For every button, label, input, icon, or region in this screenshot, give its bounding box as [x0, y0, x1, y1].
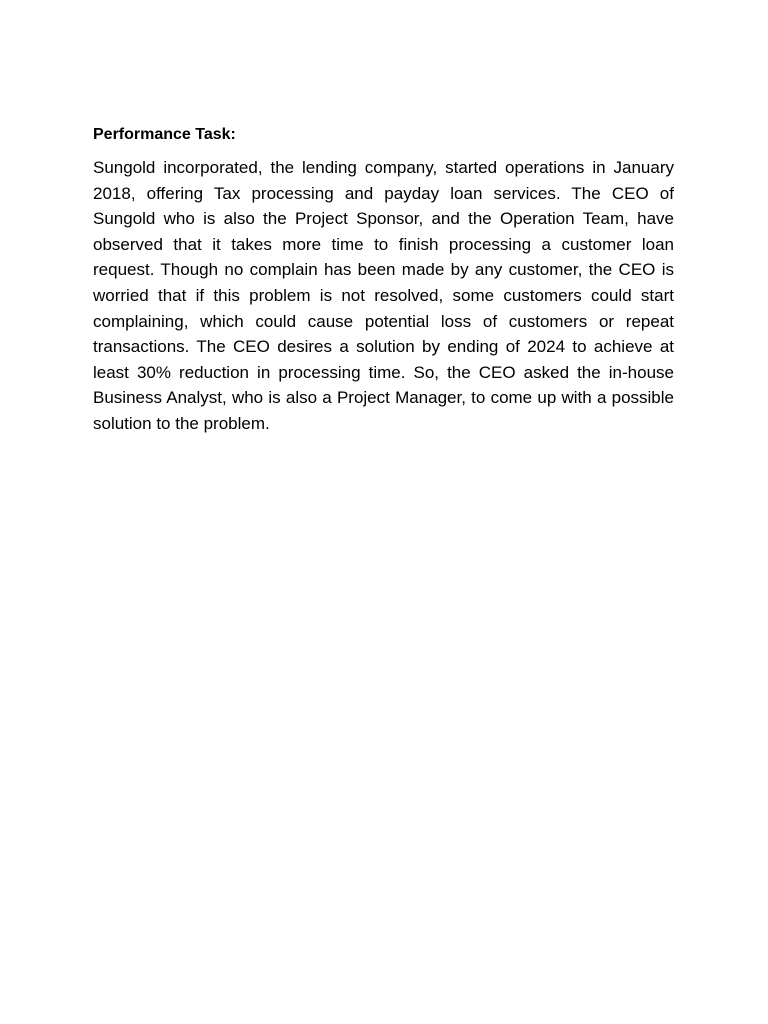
document-content	[93, 122, 674, 437]
task-description-paragraph: Sungold incorporated, the lending company, started operations in January 2018, offering Tax processing and payday loan services. The CEO of Sungold who is also the Project Sponsor, and the Operation Team, have observed that it takes more time to finish processing a customer loan request. Though no complain has been made by any customer, the CEO is worried that if this problem is not resolved, some customers could start complaining, which could cause potential loss of customers or repeat transactions. The CEO desires a solution by ending of 2024 to achieve at least 30% reduction in processing time. So, the CEO asked the in-house Business Analyst, who is also a Project Manager, to come up with a possible solution to the problem.	[93, 158, 674, 433]
task-heading: Performance Task:	[93, 126, 236, 143]
